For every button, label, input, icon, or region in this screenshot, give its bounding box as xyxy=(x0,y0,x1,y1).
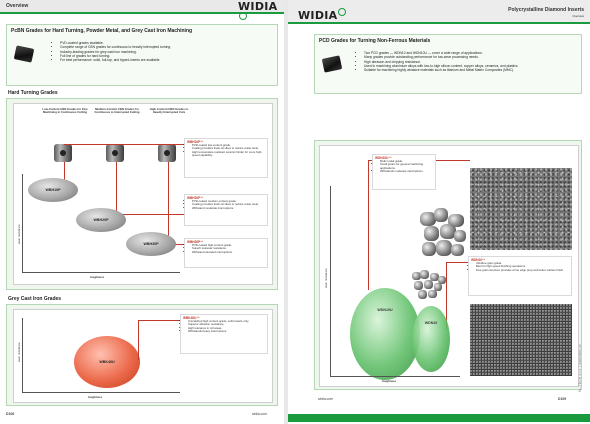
note-bullets xyxy=(187,200,265,210)
note-title: WBK40U™ xyxy=(183,316,200,320)
note-bullet: • PVD-coated high-content grade. xyxy=(192,244,265,247)
right-header-rule xyxy=(288,22,590,24)
wdn10-microstructure-image xyxy=(470,304,572,376)
note-bullets xyxy=(471,262,569,272)
wdn10-grain-image xyxy=(410,270,450,302)
note-bullet: • High tolerance in roll areas. xyxy=(188,327,265,330)
low-cbn-insert-image xyxy=(54,144,72,162)
note-bullet: • PVD-coated medium-content grade. xyxy=(192,200,265,203)
pcbn-intro-title: PcBN Grades for Hard Turning, Powder Metal, and Grey Cast Iron Machining xyxy=(11,28,193,34)
grade-label: WBH10P xyxy=(45,188,61,192)
y-axis-label: wear resistance xyxy=(17,342,21,362)
right-logo xyxy=(298,9,346,22)
grade-label: WDN10U xyxy=(377,308,393,312)
right-header-sub: Overview xyxy=(572,14,584,18)
note-bullets xyxy=(183,320,265,334)
grade-ellipse-wbh10p xyxy=(28,178,78,202)
hard-turning-title: Hard Turning Grades xyxy=(8,90,58,96)
grade-note-wbh20p xyxy=(184,194,268,226)
connector-line xyxy=(116,214,184,215)
grade-ellipse-wbk40u xyxy=(74,336,140,388)
note-title: WDN10™ xyxy=(471,258,486,262)
y-axis xyxy=(22,318,23,392)
grade-ellipse-wdn10u xyxy=(350,288,420,380)
high-cbn-insert-image xyxy=(158,144,176,162)
pcd-chart-box xyxy=(314,140,582,390)
x-axis xyxy=(22,392,180,393)
note-title: WBH10P™ xyxy=(187,140,204,144)
grade-note-wbh30p xyxy=(184,238,268,268)
pcbn-intro-bullets xyxy=(55,41,276,62)
note-bullet: • Superior abrasion resistance. xyxy=(188,323,265,326)
pcd-chart xyxy=(319,145,579,387)
hard-turning-chart xyxy=(13,103,273,285)
note-bullet: • High temperature resistant ceramic binder for more high-speed capability. xyxy=(192,151,265,158)
left-header-label: Overview xyxy=(6,3,29,9)
x-axis-label: toughness xyxy=(382,379,397,383)
hard-turning-box xyxy=(6,98,278,290)
connector-line xyxy=(138,320,139,360)
side-vertical-text: KL-TECH s.r.o. | www.kltec.cz xyxy=(578,344,582,392)
note-title: WBH20P™ xyxy=(187,196,204,200)
left-logo xyxy=(238,0,284,26)
pcbn-bullet: • For best performance: solid, full-top, and tipped-inserts are available. xyxy=(60,58,276,62)
right-header-title: Polycrystalline Diamond Inserts xyxy=(508,7,584,13)
grade-note-wbk40u xyxy=(180,314,268,354)
note-bullet: • Unmatched high content grade, solid inserts only. xyxy=(188,320,265,323)
left-footer-page: D108 xyxy=(6,412,15,416)
left-logo-text: WIDIA xyxy=(238,0,278,13)
x-axis-label: toughness xyxy=(88,395,103,399)
right-logo-text: WIDIA xyxy=(298,9,338,22)
note-bullets xyxy=(187,144,265,158)
grade-label: WDN10 xyxy=(424,321,438,325)
note-bullet: • Multi modal grade. xyxy=(380,160,433,163)
wdn10u-grain-image xyxy=(418,208,468,260)
pcd-bullet: • Many grades provide outstanding performance for low-wear processing needs. xyxy=(364,55,580,59)
connector-line xyxy=(446,262,468,263)
y-axis-label: wear resistance xyxy=(17,224,21,244)
grey-cast-box xyxy=(6,304,278,406)
note-bullet: • Withstand elevated interruptions. xyxy=(192,251,265,254)
grade-note-wdn10 xyxy=(468,256,572,296)
left-page xyxy=(0,0,284,424)
pcbn-bullet: • PVD-coated grades available. xyxy=(60,41,276,45)
y-axis xyxy=(330,186,331,376)
right-page xyxy=(288,0,590,424)
wdn10u-microstructure-image xyxy=(470,168,572,250)
note-bullet: • Withstands heavy interruptions. xyxy=(188,330,265,333)
note-title: WDN10U™ xyxy=(375,156,392,160)
connector-line xyxy=(368,160,369,290)
right-footer-url[interactable]: widia.com xyxy=(318,397,334,401)
y-axis-label: wear resistance xyxy=(324,268,328,288)
grade-label: WBH30P xyxy=(143,242,159,246)
connector-line xyxy=(368,160,372,161)
pcd-bullet: • Two PCD grades — WDN10 and WDN10U — cover a wide range of applications. xyxy=(364,51,580,55)
note-bullet: • Coating provides fresh-oil vibes to reduce crater wear. xyxy=(192,147,265,150)
column-heading: Low-Content CBN Grades for Fine Machining in Continuous Cutting xyxy=(42,107,88,115)
pcd-bullet: • High abrasion and chipping resistance. xyxy=(364,60,580,64)
pcd-intro-box xyxy=(314,34,582,94)
grade-note-wdn10u xyxy=(372,154,436,190)
grade-label: WBH20P xyxy=(93,218,109,222)
left-footer-url[interactable]: widia.com xyxy=(252,412,268,416)
connector-line xyxy=(436,160,470,161)
x-axis xyxy=(22,272,180,273)
x-axis xyxy=(330,376,460,377)
medium-cbn-insert-image xyxy=(106,144,124,162)
cbn-insert-image xyxy=(14,45,35,62)
widia-mark-icon xyxy=(338,8,346,16)
note-bullet: • Coating provides fresh-oil vibes to reduce crater wear. xyxy=(192,203,265,206)
pcbn-bullet: • Full line of grades for hard turning. xyxy=(60,54,276,58)
note-title: WBH30P™ xyxy=(187,240,204,244)
connector-line xyxy=(168,162,169,244)
grade-ellipse-wbh30p xyxy=(126,232,176,256)
grey-cast-chart xyxy=(13,309,273,403)
grade-note-wbh10p xyxy=(184,138,268,178)
grade-label: WBK40U xyxy=(99,360,115,364)
note-bullet: • Withstand moderate interruptions. xyxy=(192,207,265,210)
column-heading: High-Content CBN Grades to Heavily Interrupted Cuts xyxy=(149,107,189,115)
pcd-bullet: • Used in machining aluminium alloys with low-to-high silicon content, copper alloys, ceramics, and plastics. xyxy=(364,64,580,68)
x-axis-label: toughness xyxy=(90,275,105,279)
pcd-intro-bullets xyxy=(359,51,580,72)
note-bullet: • PVD-coated low-content grade. xyxy=(192,144,265,147)
grey-cast-title: Grey Cast Iron Grades xyxy=(8,296,62,302)
note-bullet: • Small grains for general machining applications. xyxy=(380,163,433,170)
note-bullets xyxy=(375,160,433,174)
y-axis xyxy=(22,174,23,272)
note-bullet: • Ultrafine grain grade. xyxy=(476,262,569,265)
grade-ellipse-wdn10 xyxy=(412,306,450,372)
note-bullet: • Best for high-speed finishing operations. xyxy=(476,265,569,268)
pcd-bullet: • Suitable for machining highly abrasive materials such as titanium and Metal Matrix Composites (MMC). xyxy=(364,68,580,72)
connector-line xyxy=(138,320,180,321)
column-heading: Medium-Content CBN Grades for Continuous to Interrupted Cutting xyxy=(94,107,140,115)
right-footer-band xyxy=(288,414,590,422)
pcbn-bullet: • Industry-leading grades for grey cast iron machining. xyxy=(60,50,276,54)
note-bullet: • Fine grain structure provides a fine edge prep and better surface finish. xyxy=(476,269,569,272)
connector-line xyxy=(116,162,117,214)
pcd-intro-title: PCD Grades for Turning Non-Ferrous Materials xyxy=(319,38,431,44)
pcbn-bullet: • Complete range of CBN grades for continuous to heavily interrupted turning. xyxy=(60,45,276,49)
note-bullets xyxy=(187,244,265,254)
widia-mark-icon xyxy=(239,12,247,20)
connector-line xyxy=(64,144,184,145)
pcbn-intro-box xyxy=(6,24,278,86)
note-bullet: • Withstands moderate interruptions. xyxy=(380,170,433,173)
right-footer-page: D109 xyxy=(558,397,567,401)
grade-ellipse-wbh20p xyxy=(76,208,126,232)
pcd-insert-image xyxy=(322,55,343,72)
note-bullet: • Superb toolwear resistance. xyxy=(192,247,265,250)
